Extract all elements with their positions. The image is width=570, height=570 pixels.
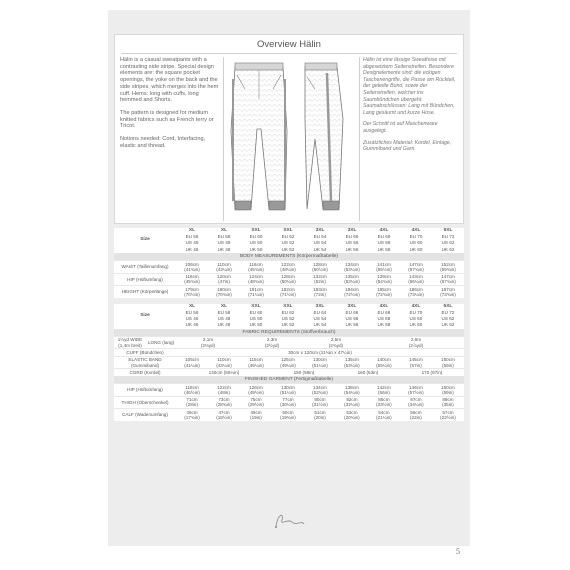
measurement-cell: 82cm (32¼in) — [336, 396, 368, 409]
measurement-cell: 56cm (22in) — [400, 409, 432, 421]
size-us: US 56 — [345, 240, 359, 246]
measurement-cell: 134cm (52¾in) — [304, 383, 336, 396]
size-eu: EU 66 — [345, 234, 359, 240]
elastic-label: ELASTIC BAND (Gummiband) — [114, 356, 176, 369]
size-uk: UK 54 — [313, 322, 327, 328]
size-eu: EU 70 — [409, 234, 423, 240]
size-uk: UK 48 — [217, 246, 231, 252]
elastic-cell: 135cm (53¼in) — [336, 356, 368, 369]
size-eu: EU 64 — [313, 310, 327, 315]
size-name: XL — [188, 228, 196, 233]
measurement-label: HIP (Hüftumfang) — [114, 383, 176, 396]
measurement-cell: 126cm (49½in) — [240, 383, 272, 396]
size-us: US 48 — [217, 240, 231, 246]
page-title: Overview Hälin — [257, 39, 321, 50]
elastic-cell: 115cm (45¼in) — [240, 356, 272, 369]
size-uk: UK 62 — [441, 322, 455, 328]
size-name: 5XL — [443, 303, 453, 309]
size-uk: UK 46 — [185, 322, 199, 328]
measurement-cell: 147cm (57¾in) — [400, 261, 432, 274]
fabric-cell: 2,1m (2⅓yd) — [176, 336, 240, 349]
cord-cell: 140cm (55¼in) — [176, 369, 272, 376]
size-name: 3XL — [315, 303, 325, 309]
measurement-cell: 120cm (47in) — [208, 273, 240, 286]
measurement-cell: 49cm (19in) — [240, 409, 272, 421]
size-name: 4XL — [411, 303, 421, 309]
measurement-cell: 150cm (59in) — [432, 383, 464, 396]
size-uk: UK 48 — [217, 322, 231, 328]
size-us: US 52 — [281, 240, 295, 246]
measurement-cell: 146cm (57½in) — [400, 383, 432, 396]
size-uk: UK 52 — [281, 322, 295, 328]
size-eu: EU 60 — [249, 310, 263, 315]
pants-side-view — [305, 63, 343, 210]
size-uk: UK 60 — [409, 322, 423, 328]
cord-cell: 150 (59in) — [272, 369, 336, 376]
measurement-cell: 186cm (73¼in) — [400, 286, 432, 298]
measurement-cell: 130cm (51¼in) — [272, 383, 304, 396]
size-us: US 48 — [217, 316, 231, 322]
measurement-cell: 50cm (19¾in) — [272, 409, 304, 421]
measurement-row — [114, 383, 464, 396]
fabric-long-label: LONG (lang) — [146, 336, 176, 349]
size-us: US 50 — [249, 240, 263, 246]
measurement-cell: 47cm (18½in) — [208, 409, 240, 421]
description-german — [359, 57, 461, 221]
overview-box — [114, 34, 464, 224]
measurement-row — [114, 273, 464, 286]
size-name: XL — [220, 228, 228, 233]
size-eu: EU 62 — [281, 234, 295, 240]
measurement-row — [114, 261, 464, 274]
fabric-cell: 2,3m (2½yd) — [240, 336, 304, 349]
measurement-cell: 57cm (22½in) — [432, 409, 464, 421]
body-measurement-rows — [114, 261, 464, 298]
section-title: FABRIC REQUIREMENTS (Stoffverbrauch) — [114, 329, 464, 337]
elastic-cell: 140cm (55¼in) — [368, 356, 400, 369]
measurement-label: CALF (Wadenumfang) — [114, 409, 176, 421]
measurement-cell: 184cm (72½in) — [336, 286, 368, 298]
size-name: 4XL — [379, 303, 389, 309]
measurement-cell: 179cm (70½in) — [176, 286, 208, 298]
size-us: US 46 — [185, 316, 199, 322]
measurement-cell: 54cm (21¼in) — [368, 409, 400, 421]
measurement-cell: 87cm (34¼in) — [400, 396, 432, 409]
description-de-paragraph: Zusätzliches Material: Kordel, Einlage, Gummiband und Garn. — [363, 139, 452, 153]
measurement-cell: 118cm (46½in) — [176, 383, 208, 396]
measurement-row — [114, 409, 464, 421]
size-uk: UK 58 — [377, 246, 391, 252]
size-name: XXL — [251, 303, 261, 309]
brand-logo — [266, 508, 314, 532]
size-eu: EU 58 — [217, 310, 231, 315]
measurement-cell: 110cm (43¼in) — [208, 261, 240, 274]
measurement-cell: 116cm (45¾in) — [176, 273, 208, 286]
size-name: 4XL — [411, 228, 421, 233]
size-label: Size — [140, 313, 150, 319]
size-name: XXL — [251, 228, 261, 233]
size-us: US 46 — [185, 240, 199, 246]
page-number: 5 — [456, 547, 460, 556]
size-uk: UK 54 — [313, 246, 327, 252]
elastic-row — [114, 356, 464, 369]
elastic-cell: 145cm (57in) — [400, 356, 432, 369]
size-tables — [114, 228, 464, 421]
measurement-cell: 116cm (45¾in) — [240, 261, 272, 274]
measurement-cell: 183cm (72in) — [304, 286, 336, 298]
measurement-cell: 187cm (73¾in) — [432, 286, 464, 298]
size-us: US 58 — [377, 316, 391, 322]
description-en-paragraph: Notions needed: Cord, Interfacing, elastic and thread. — [120, 136, 206, 149]
size-uk: UK 58 — [377, 322, 391, 328]
size-us: US 54 — [313, 316, 327, 322]
measurement-cell: 53cm (20¾in) — [336, 409, 368, 421]
size-us: US 62 — [441, 240, 455, 246]
size-name: 4XL — [379, 228, 389, 233]
size-eu: EU 56 — [185, 310, 199, 315]
size-name: XL — [220, 303, 228, 309]
measurement-cell: 89cm (35in) — [432, 396, 464, 409]
measurement-row — [114, 396, 464, 409]
size-uk: UK 60 — [409, 246, 423, 252]
elastic-cell: 130cm (51¼in) — [304, 356, 336, 369]
pants-front-view — [231, 63, 287, 210]
measurement-cell: 45cm (17¾in) — [176, 409, 208, 421]
finished-garment-header — [114, 376, 464, 384]
measurement-cell: 77cm (30¼in) — [272, 396, 304, 409]
elastic-cell: 110cm (43¼in) — [208, 356, 240, 369]
fabric-cell: 2,5m (2¾yd) — [304, 336, 368, 349]
description-english — [120, 57, 224, 221]
size-us: US 50 — [249, 316, 263, 322]
measurement-cell: 106cm (41¾in) — [176, 261, 208, 274]
size-name: XL — [188, 303, 196, 309]
measurement-cell: 143cm (56¼in) — [400, 273, 432, 286]
measurement-cell: 185cm (72¾in) — [368, 286, 400, 298]
size-eu: EU 60 — [249, 234, 263, 240]
size-eu: EU 72 — [441, 310, 455, 315]
size-uk: UK 50 — [249, 322, 263, 328]
measurement-cell: 128cm (50½in) — [304, 261, 336, 274]
body-measurements-header — [114, 253, 464, 261]
size-us: US 60 — [409, 316, 423, 322]
elastic-cell: 125cm (49¼in) — [272, 356, 304, 369]
measurement-label: HIP (Hüftumfang) — [114, 273, 176, 286]
measurement-cell: 128cm (50¼in) — [272, 273, 304, 286]
size-uk: UK 46 — [185, 246, 199, 252]
finished-garment-rows — [114, 383, 464, 420]
section-title: FINISHED GARMENT (Fertigmaßtabelle) — [114, 376, 464, 384]
description-en-paragraph: Hälin is a casual sweatpants with a contrasting side stripe. Special design elements are: the square pocket openings, the yoke on the back and the side stripes, which merges into the hem cuff. Hems: long with cuffs, long hemmed and Shorts. — [120, 57, 219, 104]
measurement-cell: 142cm (56in) — [368, 383, 400, 396]
measurement-cell: 132cm (52in) — [304, 273, 336, 286]
cuff-value: 30cm x 120cm (11¾in x 47¼in) — [176, 349, 464, 356]
cuff-row — [114, 349, 464, 356]
description-de-paragraph: Der Schnitt ist auf Maschenware ausgelegt. — [363, 121, 438, 134]
fabric-wide-label: 1½yd WIDE (1,4m breit) — [114, 336, 146, 349]
pants-technical-drawing — [227, 59, 355, 221]
pattern-page — [108, 10, 470, 556]
size-eu: EU 56 — [185, 234, 199, 240]
size-uk: UK 50 — [249, 246, 263, 252]
body-measurements-table — [114, 228, 464, 298]
measurement-cell: 135cm (53¼in) — [336, 273, 368, 286]
size-us: US 58 — [377, 240, 391, 246]
size-name: 3XL — [347, 228, 357, 233]
section-title: BODY MEASUREMENTS (Körpermaßtabelle) — [114, 253, 464, 261]
description-en-paragraph: The pattern is designed for medium knitted fabrics such as French terry or Tricot. — [120, 109, 214, 130]
measurement-cell: 80cm (31½in) — [304, 396, 336, 409]
measurement-cell: 139cm (54¾in) — [368, 273, 400, 286]
measurement-cell: 182cm (71½in) — [272, 286, 304, 298]
size-name: XXL — [283, 303, 293, 309]
elastic-cell: 105cm (41¼in) — [176, 356, 208, 369]
size-us: US 52 — [281, 316, 295, 322]
measurement-cell: 73cm (28¾in) — [208, 396, 240, 409]
size-name: XXL — [283, 228, 293, 233]
measurement-cell: 75cm (29½in) — [240, 396, 272, 409]
fabric-requirements-table — [114, 304, 464, 421]
measurement-cell: 71cm (28in) — [176, 396, 208, 409]
size-label: Size — [140, 237, 150, 243]
measurement-cell: 180cm (70¾in) — [208, 286, 240, 298]
cord-row — [114, 369, 464, 376]
size-name: 3XL — [315, 228, 325, 233]
title-divider — [121, 53, 457, 54]
measurement-cell: 141cm (55½in) — [368, 261, 400, 274]
measurement-cell: 122cm (48¼in) — [272, 261, 304, 274]
elastic-cell: 150cm (59in) — [432, 356, 464, 369]
measurement-label: WAIST (Taillenumfang) — [114, 261, 176, 274]
size-uk: UK 56 — [345, 246, 359, 252]
measurement-cell: 122cm (48in) — [208, 383, 240, 396]
size-name: 5XL — [443, 228, 453, 233]
measurement-cell: 134cm (53¼in) — [336, 261, 368, 274]
measurement-row — [114, 286, 464, 298]
size-eu: EU 62 — [281, 310, 295, 315]
cord-cell: 170 (67in) — [400, 369, 464, 376]
size-name: 3XL — [347, 303, 357, 309]
cord-label: CORD (Kordel) — [114, 369, 176, 376]
size-us: US 62 — [441, 316, 455, 322]
measurement-cell: 147cm (57¾in) — [432, 273, 464, 286]
fabric-cell: 2,6m (2⅞yd) — [368, 336, 464, 349]
size-eu: EU 66 — [345, 310, 359, 315]
measurement-cell: 85cm (33½in) — [368, 396, 400, 409]
size-eu: EU 64 — [313, 234, 327, 240]
measurement-cell: 152cm (59¾in) — [432, 261, 464, 274]
measurement-label: HEIGHT (Körperlänge) — [114, 286, 176, 298]
size-uk: UK 56 — [345, 322, 359, 328]
size-uk: UK 52 — [281, 246, 295, 252]
description-de-paragraph: Hälin ist eine lässige Sweathose mit abgesetztem Seitenstreifen. Besondere Designelemente sind: die eckigen Taschenengriffe, die Passe am Rückteil, der geteilte Bund, sowie der Seitenstreifen, welcher ins Saumbündchen übergeht. Saumabschlüssen: Lang mit Bündchen, Lang gesäumt und kurze Hose. — [363, 57, 456, 116]
measurement-label: THIGH (Oberschenkel) — [114, 396, 176, 409]
size-us: US 60 — [409, 240, 423, 246]
size-eu: EU 72 — [441, 234, 455, 240]
fabric-long-row — [114, 336, 464, 349]
measurement-cell: 181cm (71¼in) — [240, 286, 272, 298]
size-eu: EU 68 — [377, 310, 391, 315]
size-us: US 56 — [345, 316, 359, 322]
fabric-requirements-header — [114, 329, 464, 337]
size-uk: UK 62 — [441, 246, 455, 252]
cuff-label: CUFF (Bündchen) — [114, 349, 176, 356]
size-us: US 54 — [313, 240, 327, 246]
measurement-cell: 51cm (20in) — [304, 409, 336, 421]
size-eu: EU 58 — [217, 234, 231, 240]
measurement-cell: 124cm (48¾in) — [240, 273, 272, 286]
size-eu: EU 68 — [377, 234, 391, 240]
size-eu: EU 70 — [409, 310, 423, 315]
measurement-cell: 138cm (54¼in) — [336, 383, 368, 396]
cord-cell: 160 (63in) — [336, 369, 400, 376]
